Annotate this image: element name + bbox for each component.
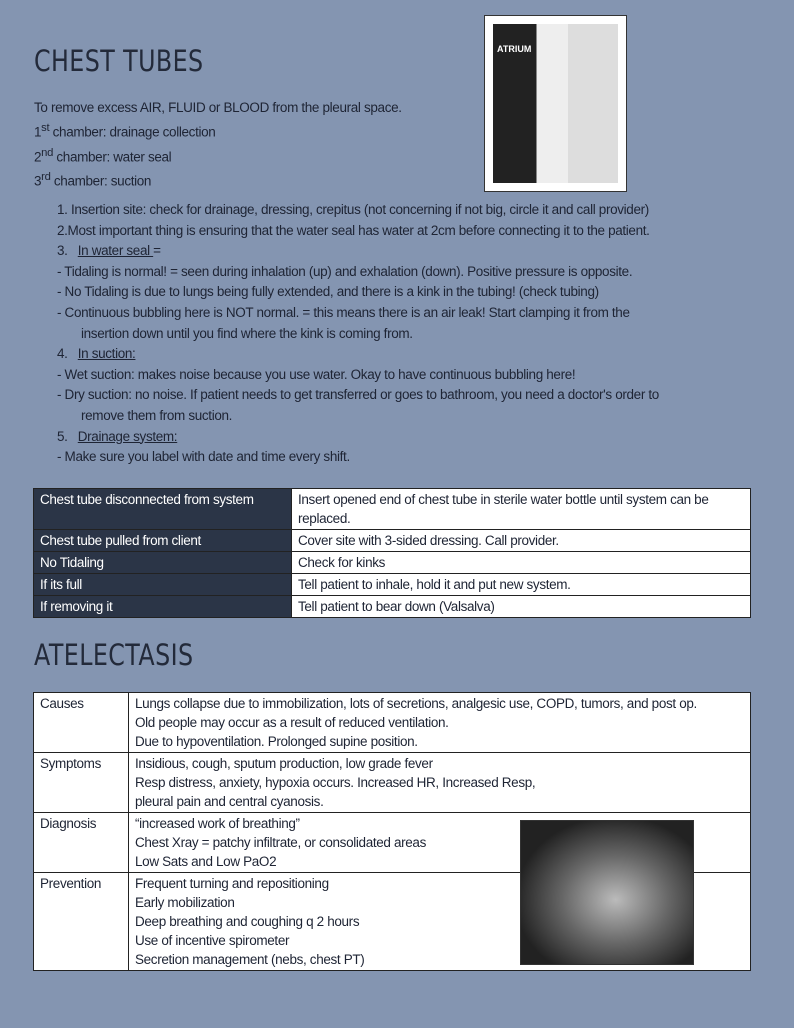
row-value: Tell patient to inhale, hold it and put new system. — [292, 574, 751, 596]
chamber-2: 2nd chamber: water seal — [34, 146, 172, 164]
chamber-3: 3rd chamber: suction — [34, 171, 152, 189]
list-item: 2.Most important thing is ensuring that the water seal has water at 2cm before connecting it to the patient. — [57, 222, 650, 238]
row-label: Chest tube pulled from client — [34, 530, 292, 552]
chest-drainage-device-image — [484, 15, 627, 192]
table-row — [34, 596, 751, 618]
list-item: - Continuous bubbling here is NOT normal. = this means there is an air leak! Start clamping it from the — [57, 304, 630, 320]
chest-tube-notes — [57, 200, 767, 468]
table-row — [34, 552, 751, 574]
list-item-cont: insertion down until you find where the kink is coming from. — [81, 325, 413, 341]
table-row — [34, 693, 751, 753]
row-value: Check for kinks — [292, 552, 751, 574]
list-item: - Tidaling is normal! = seen during inhalation (up) and exhalation (down). Positive pressure is opposite. — [57, 263, 633, 279]
chest-tube-troubleshooting-table — [33, 488, 751, 618]
table-row — [34, 489, 751, 530]
row-label: Chest tube disconnected from system — [34, 489, 292, 530]
intro-line: To remove excess AIR, FLUID or BLOOD from the pleural space. — [34, 100, 402, 115]
row-label: No Tidaling — [34, 552, 292, 574]
device-brand: ATRIUM — [497, 44, 532, 54]
heading-drainage: 5. Drainage system: — [57, 428, 178, 444]
list-item-cont: remove them from suction. — [81, 407, 233, 423]
row-value: Tell patient to bear down (Valsalva) — [292, 596, 751, 618]
table-row — [34, 753, 751, 813]
row-value: “increased work of breathing” Chest Xray = patchy infiltrate, or consolidated areas Low Sats and Low PaO2 — [129, 813, 751, 873]
list-item: - No Tidaling is due to lungs being fully extended, and there is a kink in the tubing! (check tubing) — [57, 284, 599, 300]
row-label: Prevention — [34, 873, 129, 971]
list-item: - Dry suction: no noise. If patient needs to get transferred or goes to bathroom, you need a doctor's order to — [57, 387, 659, 403]
row-value: Frequent turning and repositioning Early mobilization Deep breathing and coughing q 2 hours Use of incentive spirometer Secretion management (nebs, chest PT) — [129, 873, 751, 971]
row-value: Cover site with 3-sided dressing. Call provider. — [292, 530, 751, 552]
list-item: 1. Insertion site: check for drainage, dressing, crepitus (not concerning if not big, circle it and call provider) — [57, 202, 649, 217]
row-value: Lungs collapse due to immobilization, lots of secretions, analgesic use, COPD, tumors, and post op. Old people may occur as a result of reduced ventilation. Due to hypoventilation. Prolonged supine position. — [129, 693, 751, 753]
row-label: Symptoms — [34, 753, 129, 813]
table-row — [34, 530, 751, 552]
heading-water-seal: 3. In water seal = — [57, 243, 161, 259]
table-row — [34, 574, 751, 596]
row-label: If removing it — [34, 596, 292, 618]
row-value: Insert opened end of chest tube in sterile water bottle until system can be replaced. — [292, 489, 751, 530]
chest-tubes-title: CHEST TUBES — [34, 44, 204, 78]
row-value: Insidious, cough, sputum production, low grade fever Resp distress, anxiety, hypoxia occurs. Increased HR, Increased Resp, pleural pain and central cyanosis. — [129, 753, 751, 813]
list-item: - Make sure you label with date and time every shift. — [57, 449, 350, 465]
chest-xray-image — [520, 820, 694, 965]
heading-suction: 4. In suction: — [57, 346, 136, 362]
chamber-1: 1st chamber: drainage collection — [34, 122, 216, 140]
row-label: Causes — [34, 693, 129, 753]
atelectasis-title: ATELECTASIS — [34, 638, 194, 672]
list-item: - Wet suction: makes noise because you use water. Okay to have continuous bubbling here! — [57, 366, 576, 382]
row-label: Diagnosis — [34, 813, 129, 873]
row-label: If its full — [34, 574, 292, 596]
intro — [34, 97, 402, 192]
